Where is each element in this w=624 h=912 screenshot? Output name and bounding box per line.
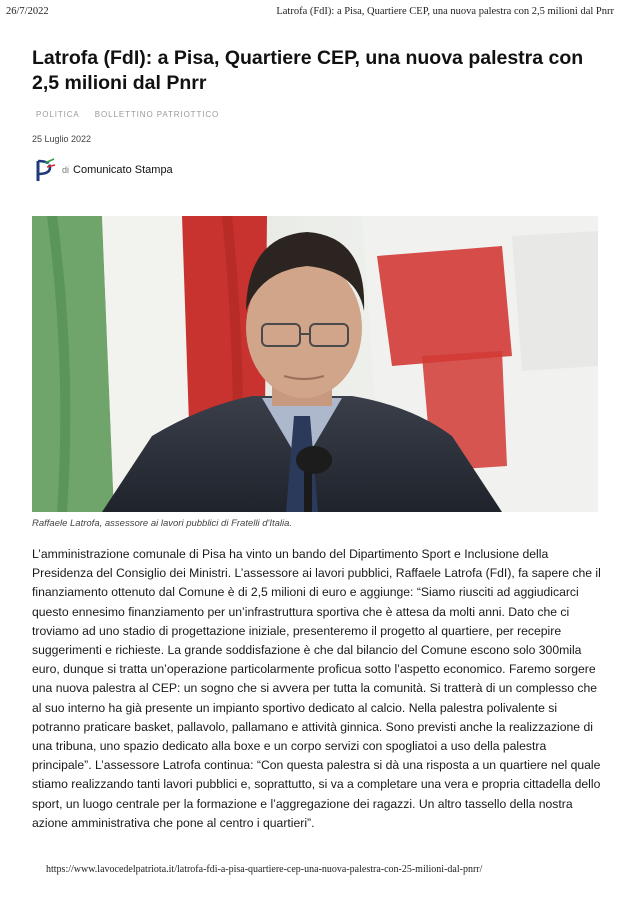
patriota-logo-icon — [32, 157, 56, 183]
category-link-bollettino[interactable]: BOLLETTINO PATRIOTTICO — [94, 110, 220, 119]
print-title: Latrofa (FdI): a Pisa, Quartiere CEP, una nuova palestra con 2,5 milioni dal Pnrr — [276, 6, 614, 17]
author-prefix: di — [62, 165, 70, 175]
author-name-link[interactable]: Comunicato Stampa — [73, 164, 173, 176]
print-footer-url: https://www.lavocedelpatriota.it/latrofa-fdi-a-pisa-quartiere-cep-una-nuova-palestra-con-25-milioni-dal-pnrr/ — [46, 864, 483, 875]
article-photo — [32, 216, 598, 512]
category-link-politica[interactable]: POLITICA — [36, 110, 80, 119]
image-caption: Raffaele Latrofa, assessore ai lavori pubblici di Fratelli d'Italia. — [32, 518, 293, 529]
print-date: 26/7/2022 — [6, 6, 49, 17]
category-list — [36, 110, 231, 119]
publish-date: 25 Luglio 2022 — [32, 134, 92, 144]
article-body: L’amministrazione comunale di Pisa ha vinto un bando del Dipartimento Sport e Inclusione della Presidenza del Consiglio dei Ministri. L’assessore ai lavori pubblici, Raffaele Latrofa (FdI), fa sapere che il finanziamento ottenuto dal Comune è di 2,5 milioni di euro e aggiunge: “Siamo riusciti ad aggiudicarci questo ennesimo finanziamento per un’infrastruttura sportiva che è attesa da molti anni. Dato che ci troviamo ad uno stadio di progettazione iniziale, presenteremo il progetto al quartiere, per recepire suggerimenti e richieste. La grande soddisfazione è che dal bilancio del Comune escono solo 300mila euro, dunque si tratta un’operazione particolarmente proficua sotto l’aspetto economico. Faremo sorgere una nuova palestra al CEP: un sogno che si avvera per tutta la comunità. Si tratterà di un complesso che al suo interno ha già presente un impianto sportivo dedicato al calcio. Nella palestra polivalente si potranno praticare basket, pallavolo, pallamano e attività ginnica. Sono previsti anche la realizzazione di una tribuna, uno spazio dedicato alla boxe e un corpo servizi con spogliatoi a uso della palestra principale”. L’assessore Latrofa continua: “Con questa palestra si dà una risposta a un quartiere nel quale stiamo realizzando tanti lavori pubblici e, soprattutto, si va a completare una vera e propria cittadella dello sport, un luogo centrale per la formazione e l’aggregazione dei ragazzi. Un altro tassello della nostra azione amministrativa che pone al centro i quartieri”. — [32, 547, 601, 830]
author-byline — [32, 157, 173, 183]
print-header — [0, 6, 624, 22]
article-headline: Latrofa (FdI): a Pisa, Quartiere CEP, una nuova palestra con 2,5 milioni dal Pnrr — [32, 47, 584, 94]
